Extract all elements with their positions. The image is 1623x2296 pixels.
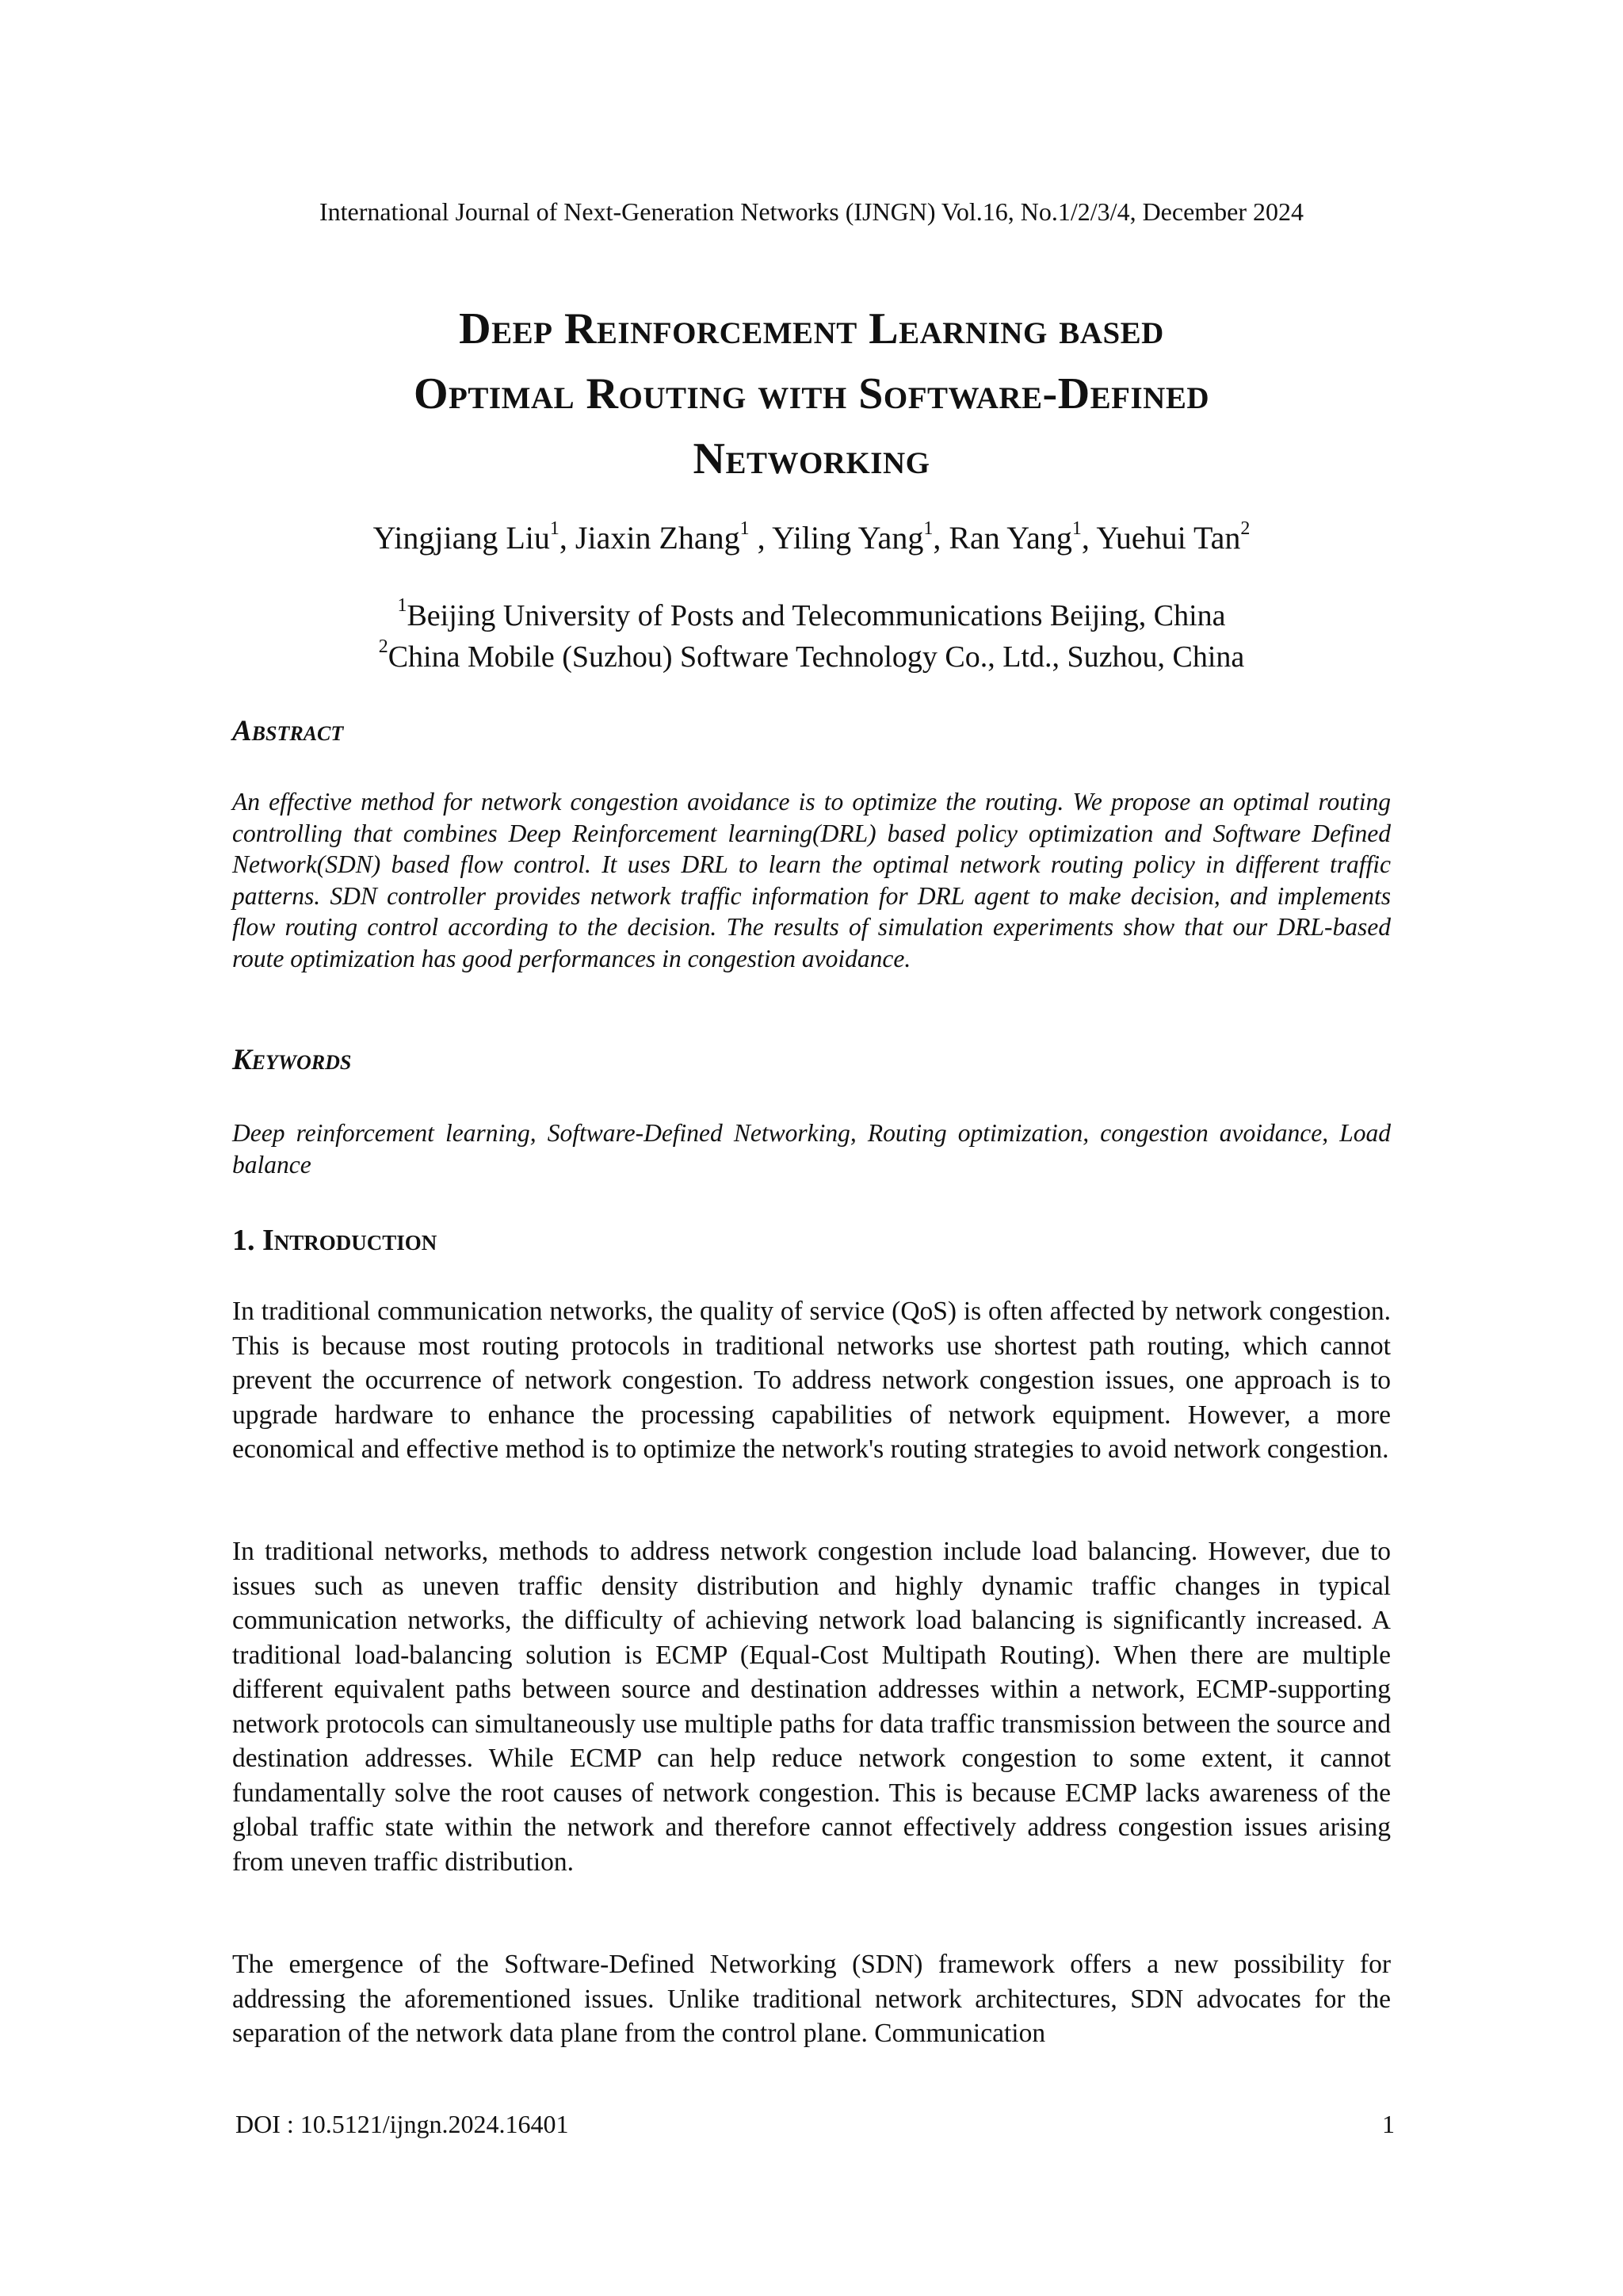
body-paragraph: The emergence of the Software-Defined Networking (SDN) framework offers a new possibility for addressing the aforementioned issues. Unlike traditional network architectures, SDN advocates for the separation of the network data plane from the control plane. Communication bbox=[232, 1950, 1391, 2048]
paper-title bbox=[158, 296, 1465, 491]
body-paragraph: In traditional communication networks, the quality of service (QoS) is often affected by network congestion. This is because most routing protocols in traditional networks use shortest path routing, which cannot prevent the occurrence of network congestion. To address network congestion issues, one approach is to upgrade hardware to enhance the processing capabilities of network equipment. However, a more economical and effective method is to optimize the network's routing strategies to avoid network congestion. bbox=[232, 1297, 1391, 1464]
keywords-text: Deep reinforcement learning, Software-Defined Networking, Routing optimization, congestion avoidance, Load balance bbox=[232, 1119, 1391, 1179]
affiliation-list bbox=[0, 595, 1623, 678]
affiliation-marker: 2 bbox=[378, 636, 388, 658]
title-line: Networking bbox=[693, 434, 930, 483]
journal-header: International Journal of Next-Generation Networks (IJNGN) Vol.16, No.1/2/3/4, December 2024 bbox=[319, 197, 1304, 226]
author-list bbox=[0, 518, 1623, 559]
author-name: Yingjiang Liu bbox=[372, 520, 550, 556]
author-separator: , bbox=[559, 520, 575, 556]
author-name: Jiaxin Zhang bbox=[575, 520, 740, 556]
body-paragraph: In traditional networks, methods to address network congestion include load balancing. However, due to issues such as uneven traffic density distribution and highly dynamic traffic changes in typical communication networks, the difficulty of achieving network load balancing is significantly increased. A traditional load-balancing solution is ECMP (Equal-Cost Multipath Routing). When there are multiple different equivalent paths between source and destination addresses within a network, ECMP-supporting network protocols can simultaneously use multiple paths for data traffic transmission between the source and destination addresses. While ECMP can help reduce network congestion to some extent, it cannot fundamentally solve the root causes of network congestion. This is because ECMP lacks awareness of the global traffic state within the network and therefore cannot effectively address congestion issues arising from uneven traffic distribution. bbox=[232, 1537, 1391, 1877]
affiliation-marker: 1 bbox=[397, 595, 407, 617]
title-line: Deep Reinforcement Learning based bbox=[459, 304, 1164, 353]
affiliation-text: Beijing University of Posts and Telecommunications Beijing, China bbox=[407, 599, 1226, 632]
keywords-heading: Keywords bbox=[232, 1044, 352, 1076]
author-affiliation-marker: 1 bbox=[549, 518, 559, 539]
author-name: Yuehui Tan bbox=[1096, 520, 1241, 556]
author-separator: , bbox=[1081, 520, 1097, 556]
author-separator: , bbox=[933, 520, 949, 556]
author-affiliation-marker: 1 bbox=[1071, 518, 1082, 539]
footer-doi: DOI : 10.5121/ijngn.2024.16401 bbox=[235, 2110, 569, 2138]
affiliation-text: China Mobile (Suzhou) Software Technology Co., Ltd., Suzhou, China bbox=[388, 640, 1245, 674]
author-affiliation-marker: 1 bbox=[739, 518, 750, 539]
author-name: Yiling Yang bbox=[772, 520, 924, 556]
author-name: Ran Yang bbox=[949, 520, 1072, 556]
abstract-text: An effective method for network congestion avoidance is to optimize the routing. We propose an optimal routing controlling that combines Deep Reinforcement learning(DRL) based policy optimization and Software Defined Network(SDN) based flow control. It uses DRL to learn the optimal network routing policy in different traffic patterns. SDN controller provides network traffic information for DRL agent to make decision, and implements flow routing control according to the decision. The results of simulation experiments show that our DRL-based route optimization has good performances in congestion avoidance. bbox=[232, 788, 1391, 972]
affiliation bbox=[0, 595, 1623, 636]
author-affiliation-marker: 2 bbox=[1240, 518, 1251, 539]
title-line: Optimal Routing with Software-Defined bbox=[414, 369, 1209, 418]
page-number: 1 bbox=[1382, 2110, 1395, 2138]
abstract-heading: Abstract bbox=[232, 715, 344, 747]
introduction-heading: 1. Introduction bbox=[232, 1224, 437, 1257]
affiliation bbox=[0, 636, 1623, 678]
author-affiliation-marker: 1 bbox=[923, 518, 934, 539]
author-separator: , bbox=[749, 520, 773, 556]
